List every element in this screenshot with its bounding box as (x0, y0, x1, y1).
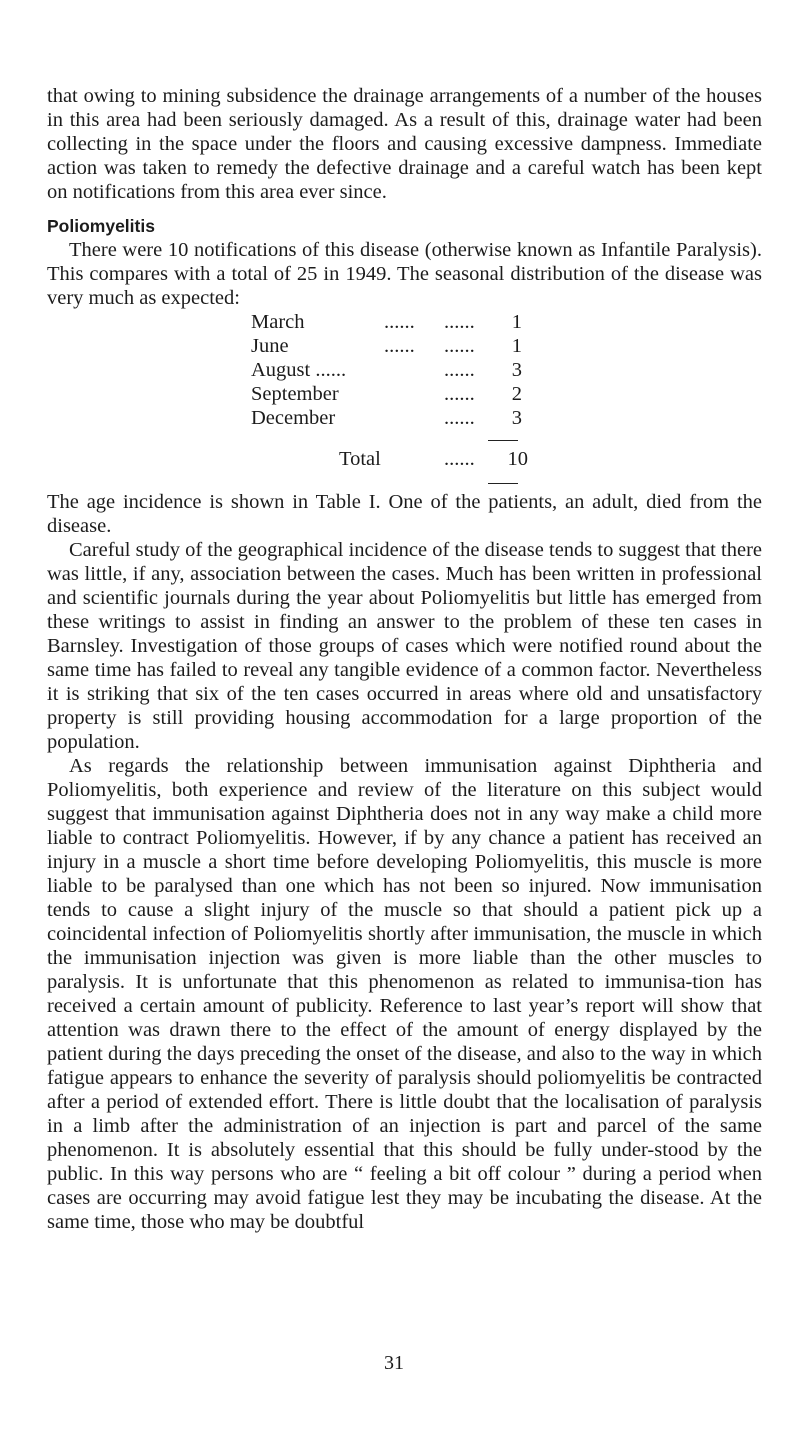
case-count: 1 (511, 311, 522, 333)
table-row (251, 310, 762, 334)
leader-dots: ...... (444, 311, 475, 333)
leader-dots: ...... (444, 335, 475, 357)
total-count: 10 (507, 448, 528, 470)
case-count: 3 (511, 407, 522, 429)
leader-dots: ...... (444, 359, 475, 381)
leader-dots: ...... (444, 407, 475, 429)
leader-dots: ...... (444, 383, 475, 405)
section-heading-poliomyelitis: Poliomyelitis (47, 216, 155, 236)
table-row (251, 334, 762, 358)
paragraph-geographical-incidence: Careful study of the geographical incidence of the disease tends to suggest that there was little, if any, association between the cases. Much has been written in professional and scientific journals during the year about Poliomyelitis but little has emerged from these writings to assist in finding an answer to the problem of these ten cases in Barnsley. Investigation of those groups of cases which were notified round about the same time has failed to reveal any tangible evidence of a common factor. Nevertheless it is striking that six of the ten cases occurred in areas where old and unsatisfactory property is still providing housing accommodation for a large proportion of the population. (47, 539, 762, 753)
month-label: December (251, 407, 336, 429)
total-rule-top (488, 440, 518, 441)
leader-dots: ...... (384, 311, 415, 333)
month-label: June (251, 335, 289, 357)
month-label: August ...... (251, 359, 347, 381)
table-row (251, 406, 762, 430)
case-count: 3 (511, 359, 522, 381)
leader-dots: ...... (384, 335, 415, 357)
total-rule-bottom (488, 483, 518, 484)
table-row (251, 382, 762, 406)
document-page (47, 84, 762, 1234)
paragraph-notifications: There were 10 notifications of this disease (otherwise known as Infantile Paralysis). This compares with a total of 25 in 1949. The seasonal distribution of the disease was very much as expected: (47, 239, 762, 309)
seasonal-distribution-table (251, 310, 762, 484)
paragraph-age-incidence: The age incidence is shown in Table I. One of the patients, an adult, died from the disease. (47, 491, 762, 537)
case-count: 1 (511, 335, 522, 357)
month-label: March (251, 311, 305, 333)
total-row (339, 447, 762, 471)
paragraph-immunisation: As regards the relationship between immunisation against Diphtheria and Poliomyelitis, both experience and review of the literature on this subject would suggest that immunisation against Diphtheria does not in any way make a child more liable to contract Poliomyelitis. However, if by any chance a patient has received an injury in a muscle a short time before developing Poliomyelitis, this muscle is more liable to be paralysed than one which has not been so injured. Now immunisation tends to cause a slight injury of the muscle so that should a patient pick up a coincidental infection of Poliomyelitis shortly after immunisation, the muscle in which the immunisation injection was given is more liable than the other muscles to paralysis. It is unfortunate that this phenomenon as related to immunisa-tion has received a certain amount of publicity. Reference to last year’s report will show that attention was drawn there to the effect of the amount of energy displayed by the patient during the days preceding the onset of the disease, and also to the way in which fatigue appears to enhance the severity of paralysis should poliomyelitis be contracted after a period of extended effort. There is little doubt that the localisation of paralysis in a limb after the administration of an injection is part and parcel of the same phenomenon. It is absolutely essential that this should be fully under-stood by the public. In this way persons who are “ feeling a bit off colour ” during a period when cases are occurring may avoid fatigue lest they may be incubating the disease. At the same time, those who may be doubtful (47, 755, 762, 1233)
case-count: 2 (511, 383, 522, 405)
leader-dots: ...... (444, 448, 475, 470)
month-label: September (251, 383, 339, 405)
total-label: Total (339, 448, 381, 470)
table-row (251, 358, 762, 382)
paragraph-drainage: that owing to mining subsidence the drainage arrangements of a number of the houses in this area had been seriously damaged. As a result of this, drainage water had been collecting in the space under the floors and causing excessive dampness. Immediate action was taken to remedy the defective drainage and a careful watch has been kept on notifications from this area ever since. (47, 85, 762, 203)
page-number: 31 (384, 1352, 404, 1374)
